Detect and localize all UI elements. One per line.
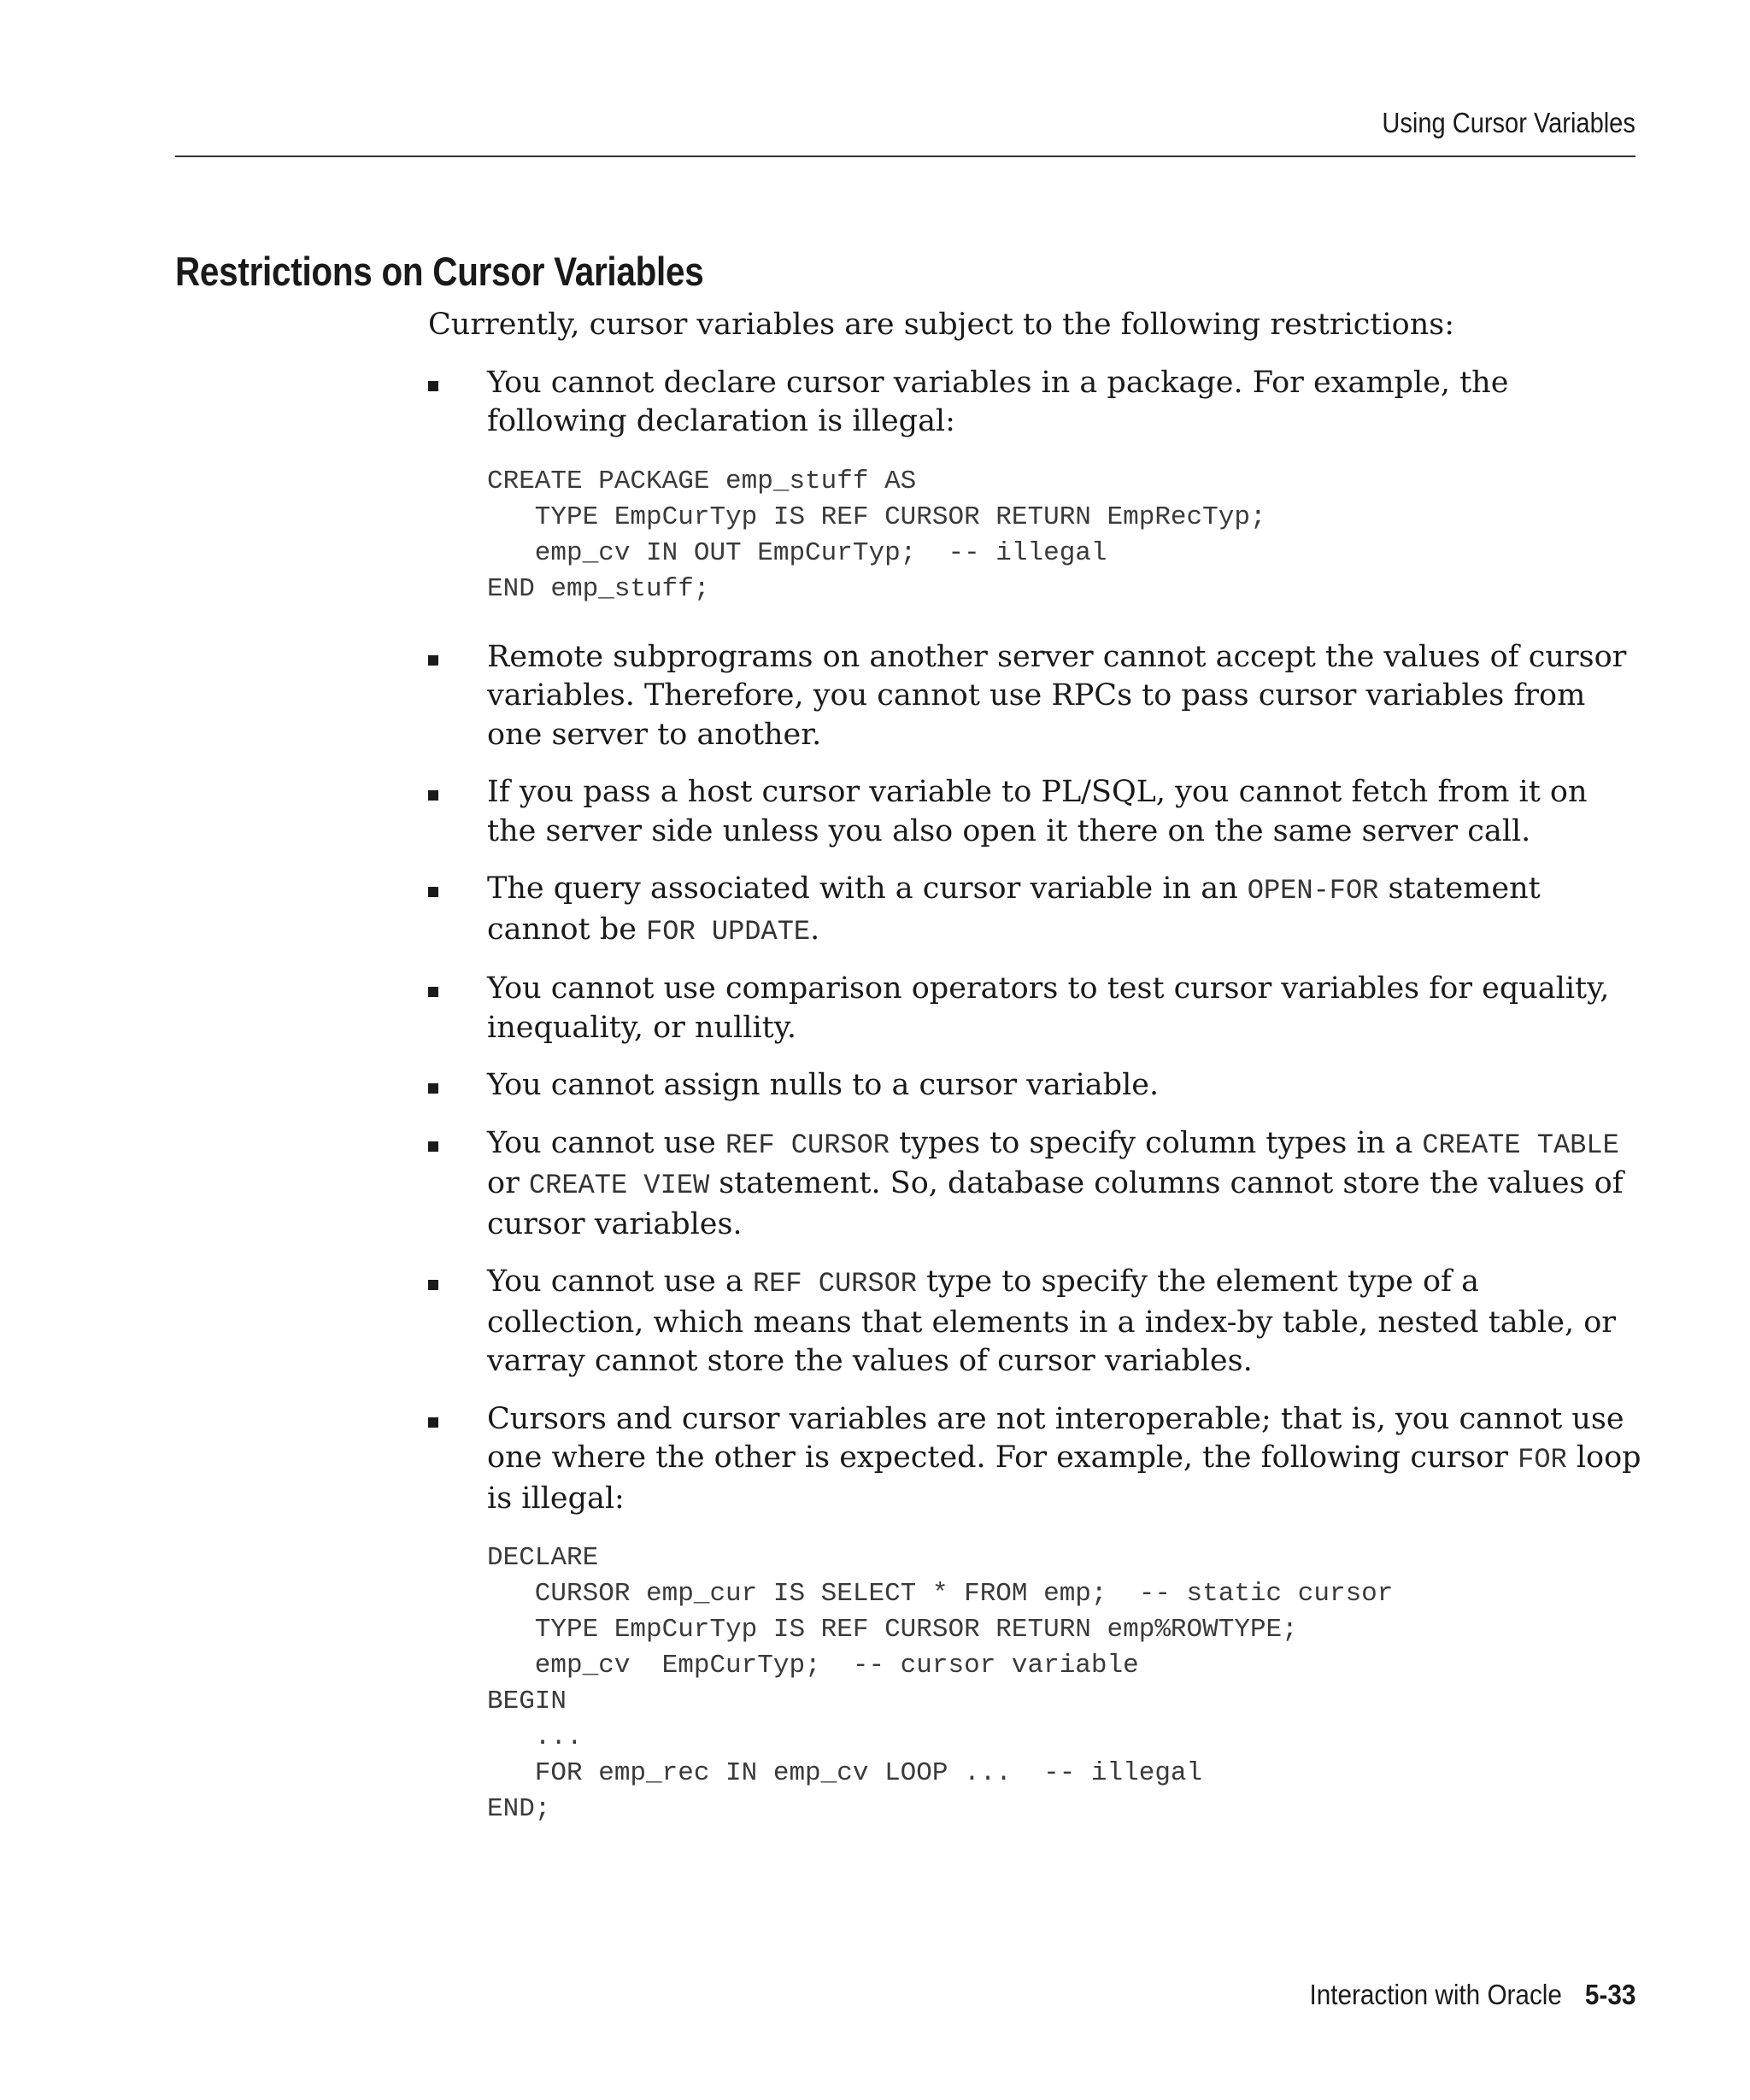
section-body [428, 306, 1641, 1858]
list-item [428, 364, 1641, 607]
code-block: DECLARE CURSOR emp_cur IS SELECT * FROM emp; -- static cursor TYPE EmpCurTyp IS REF CURSOR RETURN emp%ROWTYPE; emp_cv EmpCurTyp; -- cursor variable BEGIN ... FOR emp_rec IN emp_cv LOOP ... -- illegal END; [487, 1543, 1394, 1824]
inline-code: REF CURSOR [752, 1268, 917, 1299]
list-item-text: You cannot use comparison operators to test cursor variables for equality, inequality, or nullity. [487, 971, 1610, 1045]
list-item-text: You cannot use REF CURSOR types to specify column types in a CREATE TABLE or CREATE VIEW statement. So, database columns cannot store the values of cursor variables. [487, 1125, 1624, 1241]
header-rule [175, 155, 1635, 157]
list-item [428, 638, 1641, 755]
list-item [428, 773, 1641, 851]
intro-paragraph: Currently, cursor variables are subject to the following restrictions: [428, 308, 1455, 342]
inline-code: OPEN-FOR [1247, 875, 1379, 906]
inline-code: FOR [1518, 1444, 1567, 1475]
restrictions-list [428, 364, 1641, 1828]
list-item [428, 1124, 1641, 1245]
list-item-text: The query associated with a cursor variable in an OPEN-FOR statement cannot be FOR UPDATE. [487, 871, 1541, 947]
inline-code: REF CURSOR [725, 1129, 890, 1161]
inline-code: CREATE TABLE [1422, 1129, 1619, 1161]
list-item [428, 970, 1641, 1047]
square-bullet-icon [428, 1141, 438, 1152]
inline-code: FOR UPDATE [646, 915, 811, 947]
square-bullet-icon [428, 987, 438, 997]
square-bullet-icon [428, 1083, 438, 1094]
list-item-text: Remote subprograms on another server cannot accept the values of cursor variables. Therefore, you cannot use RPCs to pass cursor variables from one server to another. [487, 639, 1627, 752]
list-item [428, 870, 1641, 951]
list-item-text: You cannot declare cursor variables in a package. For example, the following declaration is illegal: [487, 365, 1509, 438]
list-item-text: You cannot use a REF CURSOR type to specify the element type of a collection, which means that elements in a index-by table, nested table, or varray cannot store the values of cursor variables. [487, 1264, 1617, 1378]
list-item-text: If you pass a host cursor variable to PL/SQL, you cannot fetch from it on the server side unless you also open it there on the same server call. [487, 775, 1588, 848]
list-item-text: Cursors and cursor variables are not interoperable; that is, you cannot use one where the other is expected. For example, the following cursor FOR loop is illegal: [487, 1401, 1641, 1516]
section-title: Restrictions on Cursor Variables [175, 249, 704, 294]
list-item [428, 1400, 1641, 1828]
square-bullet-icon [428, 1417, 438, 1428]
inline-code: CREATE VIEW [528, 1170, 710, 1201]
footer-chapter-title: Interaction with Oracle [1309, 1979, 1562, 2010]
list-item [428, 1263, 1641, 1381]
page-number: 5-33 [1584, 1979, 1635, 2010]
square-bullet-icon [428, 790, 438, 801]
square-bullet-icon [428, 887, 438, 897]
running-header: Using Cursor Variables [1382, 107, 1635, 138]
list-item-text: You cannot assign nulls to a cursor variable. [487, 1068, 1160, 1102]
list-item [428, 1066, 1641, 1106]
square-bullet-icon [428, 1280, 438, 1290]
square-bullet-icon [428, 381, 438, 391]
code-block: CREATE PACKAGE emp_stuff AS TYPE EmpCurTyp IS REF CURSOR RETURN EmpRecTyp; emp_cv IN OUT EmpCurTyp; -- illegal END emp_stuff; [487, 466, 1266, 604]
running-footer [1309, 1979, 1635, 2011]
square-bullet-icon [428, 655, 438, 666]
